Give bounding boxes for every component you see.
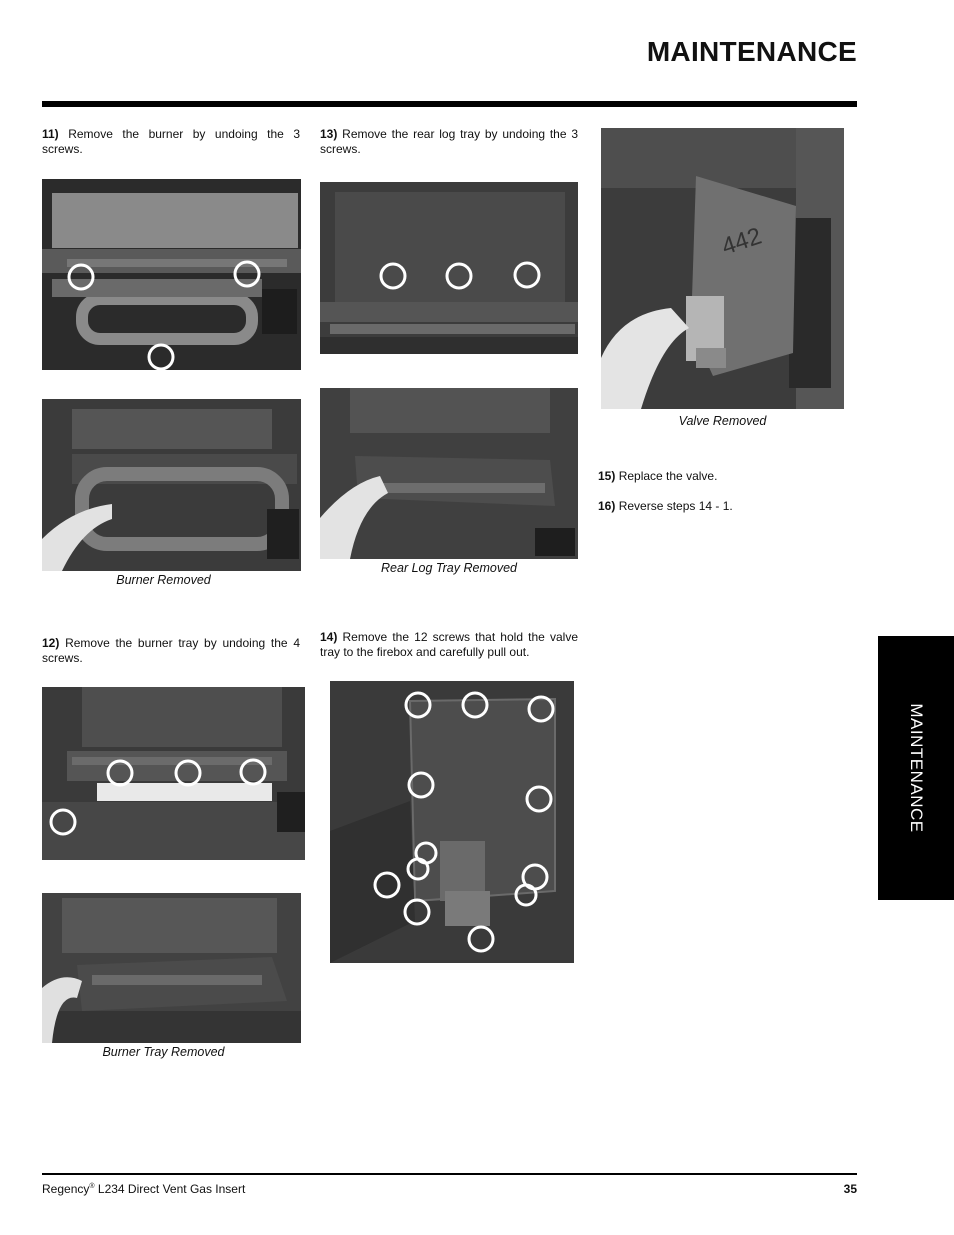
footer-brand: Regency: [42, 1182, 90, 1196]
valve-tray-handwriting: 442: [718, 222, 765, 261]
page-title: MAINTENANCE: [646, 36, 857, 67]
photo-burner-tray-removed: [42, 893, 301, 1043]
step-14: [320, 630, 578, 660]
step-16: [598, 499, 848, 514]
step-14-text: Remove the 12 screws that hold the valve tray to the firebox and carefully pull out.: [320, 630, 578, 659]
step-12-text: Remove the burner tray by undoing the 4 screws.: [42, 636, 300, 665]
photo-burner-screws: [42, 179, 301, 370]
step-15-number: 15): [598, 469, 616, 483]
step-14-number: 14): [320, 630, 338, 644]
header-rule: [42, 101, 857, 107]
step-13-text: Remove the rear log tray by undoing the 3 screws.: [320, 127, 578, 156]
step-13-number: 13): [320, 127, 338, 141]
caption-burner-removed: Burner Removed: [116, 573, 211, 587]
step-11: [42, 127, 300, 157]
section-side-tab-label: MAINTENANCE: [907, 703, 926, 833]
page-number: 35: [843, 1182, 857, 1196]
photo-rear-log-tray-removed: [320, 388, 578, 559]
photo-rear-log-tray-screws: [320, 182, 578, 354]
step-15-text: Replace the valve.: [618, 469, 718, 483]
caption-rear-log-tray-removed: Rear Log Tray Removed: [381, 561, 517, 575]
caption-valve-removed: Valve Removed: [678, 414, 767, 428]
caption-burner-tray-removed: Burner Tray Removed: [102, 1045, 225, 1059]
step-12-number: 12): [42, 636, 60, 650]
photo-valve-tray-screws: [330, 681, 574, 963]
photo-valve-removed: [601, 128, 844, 409]
step-12: [42, 636, 300, 666]
step-13: [320, 127, 578, 157]
footer-product: [42, 1182, 245, 1196]
photo-burner-removed: [42, 399, 301, 571]
registered-mark: ®: [89, 1183, 95, 1190]
footer-product-name: L234 Direct Vent Gas Insert: [97, 1182, 246, 1196]
step-16-number: 16): [598, 499, 616, 513]
step-15: [598, 469, 848, 484]
footer-rule: [42, 1173, 857, 1175]
section-side-tab: [878, 636, 954, 900]
step-11-number: 11): [42, 127, 59, 141]
step-16-text: Reverse steps 14 - 1.: [618, 499, 733, 513]
step-11-text: Remove the burner by undoing the 3 screws.: [42, 127, 301, 156]
photo-burner-tray-screws: [42, 687, 305, 860]
